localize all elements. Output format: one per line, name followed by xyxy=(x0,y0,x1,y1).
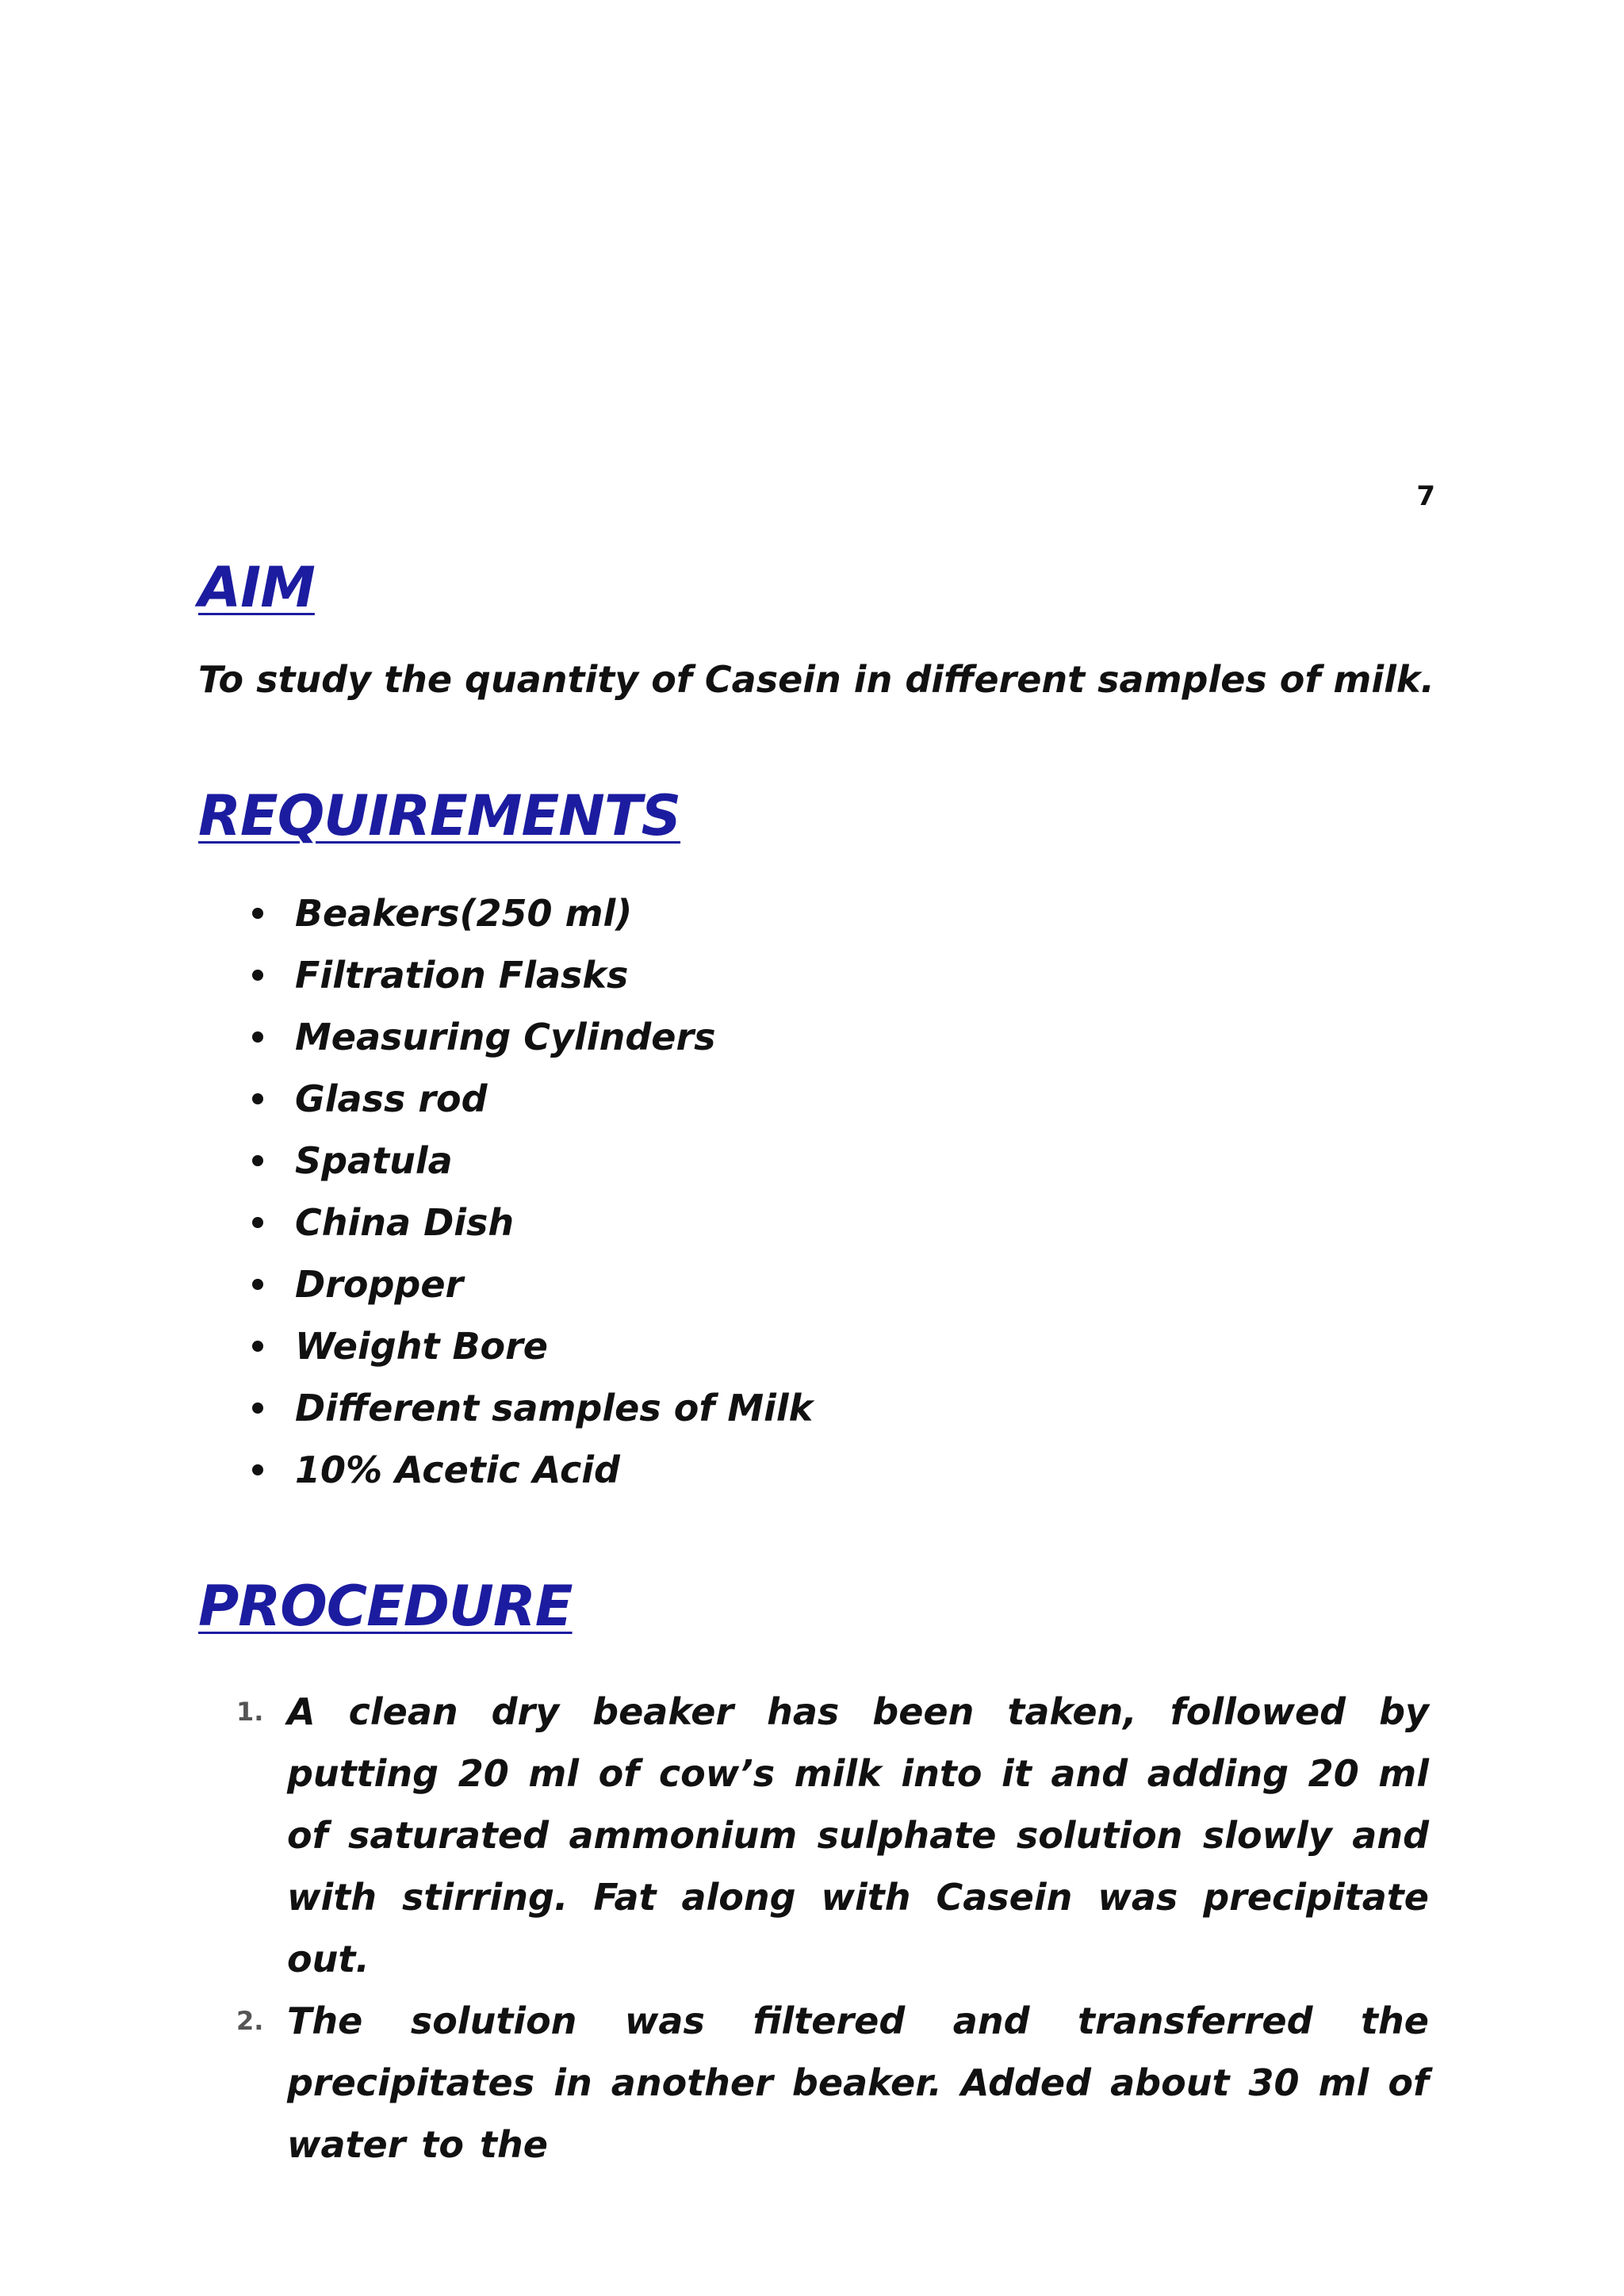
step-text: A clean dry beaker has been taken, followed by putting 20 ml of cow’s milk into it and adding 20 ml of saturated ammonium sulphate solution slowly and with stirring. Fat along with Casein was precipitate out. xyxy=(287,1690,1429,1980)
bullet-icon xyxy=(252,970,263,981)
list-item xyxy=(295,890,813,951)
requirement-label: 10% Acetic Acid xyxy=(295,1448,620,1491)
list-item xyxy=(295,1013,813,1075)
step-text: The solution was filtered and transferred the precipitates in another beaker. Added about 30 ml of water to the xyxy=(287,1999,1429,2166)
bullet-icon xyxy=(252,1279,263,1290)
requirement-label: China Dish xyxy=(295,1201,515,1244)
bullet-icon xyxy=(252,1402,263,1414)
bullet-icon xyxy=(252,1464,263,1475)
requirement-label: Dropper xyxy=(295,1263,464,1306)
requirements-list xyxy=(295,890,813,1508)
requirement-label: Filtration Flasks xyxy=(295,954,629,997)
bullet-icon xyxy=(252,908,263,919)
list-item xyxy=(295,1322,813,1384)
requirements-heading: REQUIREMENTS xyxy=(198,783,681,848)
list-item xyxy=(295,1137,813,1199)
aim-text: To study the quantity of Casein in different samples of milk. xyxy=(198,658,1434,701)
requirement-label: Different samples of Milk xyxy=(295,1387,814,1429)
procedure-heading: PROCEDURE xyxy=(198,1574,573,1639)
requirement-label: Beakers(250 ml) xyxy=(295,892,633,935)
list-item xyxy=(295,1384,813,1446)
bullet-icon xyxy=(252,1093,263,1104)
bullet-icon xyxy=(252,1341,263,1352)
requirement-label: Weight Bore xyxy=(295,1325,548,1368)
aim-heading: AIM xyxy=(198,555,315,620)
procedure-step xyxy=(236,1990,1429,2175)
step-number: 1. xyxy=(236,1697,264,1727)
list-item xyxy=(295,1199,813,1261)
bullet-icon xyxy=(252,1031,263,1043)
procedure-list xyxy=(236,1681,1429,2175)
requirement-label: Glass rod xyxy=(295,1077,488,1120)
procedure-step xyxy=(236,1681,1429,1990)
page-number: 7 xyxy=(1416,480,1435,512)
bullet-icon xyxy=(252,1217,263,1228)
list-item xyxy=(295,951,813,1013)
step-number: 2. xyxy=(236,2006,264,2036)
requirement-label: Measuring Cylinders xyxy=(295,1016,716,1058)
list-item xyxy=(295,1261,813,1322)
bullet-icon xyxy=(252,1155,263,1166)
list-item xyxy=(295,1446,813,1508)
requirement-label: Spatula xyxy=(295,1139,453,1182)
list-item xyxy=(295,1075,813,1137)
